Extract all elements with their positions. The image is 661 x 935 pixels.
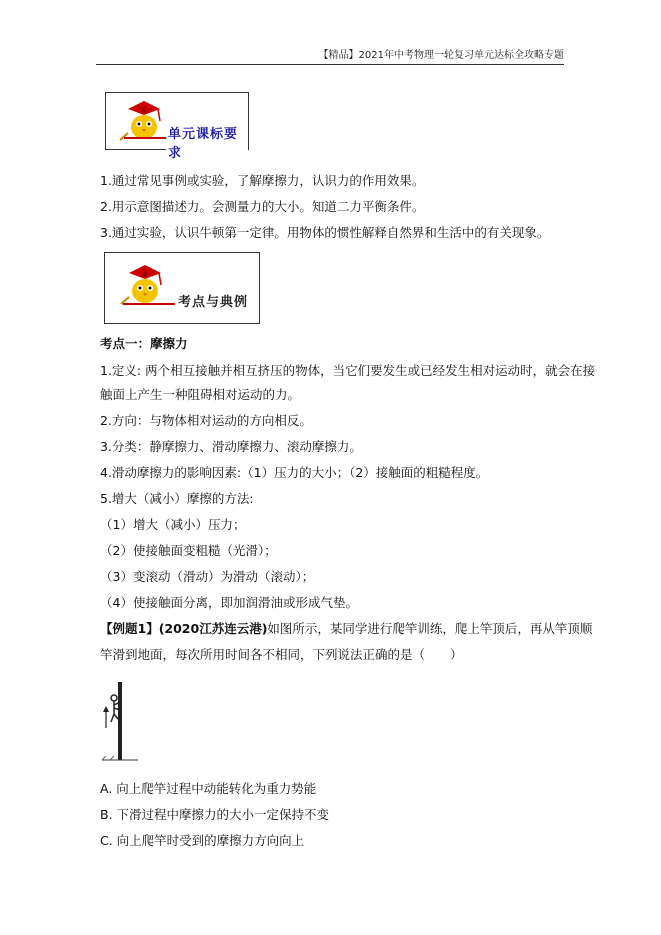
option-c: C. 向上爬竿时受到的摩擦力方向向上 [100, 833, 305, 848]
example-line-1 [100, 620, 592, 638]
example-label: 【例题1】(2020江苏连云港) [100, 621, 268, 636]
example-line-2: 竿滑到地面，每次所用时间各不相同，下列说法正确的是（ ） [100, 647, 463, 662]
section-line: 5.增大（减小）摩擦的方法: [100, 491, 254, 506]
unit-requirements-title: 单元课标要求 [166, 123, 248, 161]
requirement-2: 2.用示意图描述力。会测量力的大小。知道二力平衡条件。 [100, 199, 425, 214]
section-line: 3.分类：静摩擦力、滑动摩擦力、滚动摩擦力。 [100, 439, 362, 454]
key-points-banner [104, 252, 260, 324]
section-line: （2）使接触面变粗糙（光滑）； [100, 543, 277, 558]
section-heading: 考点一：摩擦力 [100, 336, 188, 351]
unit-requirements-banner [105, 92, 249, 161]
section-line: 4.滑动摩擦力的影响因素:（1）压力的大小；（2）接触面的粗糙程度。 [100, 465, 489, 480]
page-header: 【精品】2021年中考物理一轮复习单元达标全攻略专题 [96, 46, 564, 65]
option-b: B. 下滑过程中摩擦力的大小一定保持不变 [100, 807, 330, 822]
requirement-1: 1.通过常见事例或实验，了解摩擦力，认识力的作用效果。 [100, 173, 425, 188]
section-line: （3）变滚动（滑动）为滑动（滚动）； [100, 569, 315, 584]
section-line: 1.定义: 两个相互接触并相互挤压的物体，当它们要发生或已经发生相对运动时，就会在接 [100, 363, 596, 378]
key-points-title: 考点与典例 [175, 291, 251, 310]
section-line: （1）增大（减小）压力； [100, 517, 246, 532]
section-line: 2.方向：与物体相对运动的方向相反。 [100, 413, 312, 428]
option-a: A. 向上爬竿过程中动能转化为重力势能 [100, 781, 317, 796]
owl-mascot-icon [119, 261, 169, 307]
pole-climbing-figure [100, 678, 140, 762]
section-line: （4）使接触面分离，即加润滑油或形成气垫。 [100, 595, 358, 610]
example-text: 如图所示，某同学进行爬竿训练，爬上竿顶后，再从竿顶顺 [267, 621, 593, 636]
requirement-3: 3.通过实验，认识牛顿第一定律。用物体的惯性解释自然界和生活中的有关现象。 [100, 225, 550, 240]
section-line: 触面上产生一种阻碍相对运动的力。 [100, 387, 301, 402]
